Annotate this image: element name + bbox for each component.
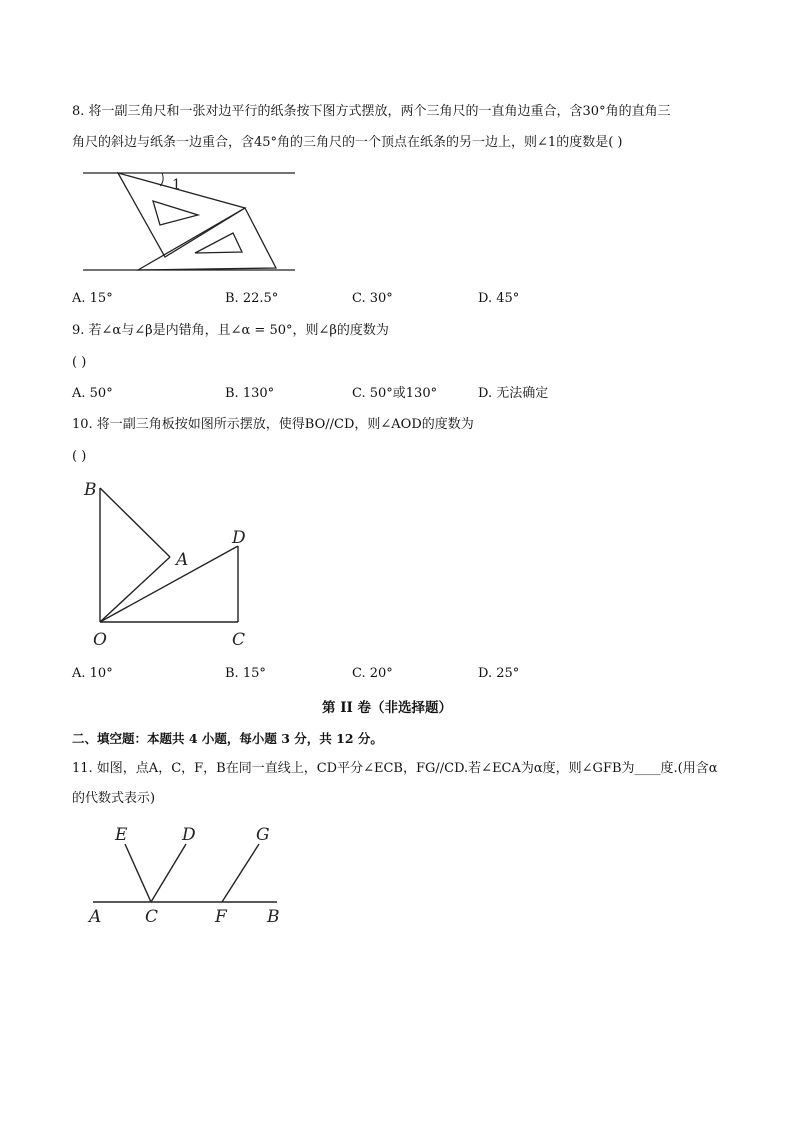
q9-text: 9. 若∠α与∠β是内错角，且∠α = 50°，则∠β的度数为 [72, 323, 389, 338]
q8-option-c[interactable]: C. 30° [352, 291, 393, 306]
q10-text: 10. 将一副三角板按如图所示摆放，使得BO//CD，则∠AOD的度数为 [72, 417, 474, 432]
q8-option-d[interactable]: D. 45° [478, 291, 520, 306]
q8-figure [80, 165, 310, 275]
q10-label-b: B [84, 480, 97, 500]
q11-label-a: A [89, 907, 102, 927]
q8-text-line1: 8. 将一副三角尺和一张对边平行的纸条按下图方式摆放，两个三角尺的一直角边重合，含30°角的直角三 [72, 104, 671, 119]
q10-label-o: O [93, 630, 107, 650]
q10-label-d: D [232, 528, 246, 548]
q10-label-a: A [176, 550, 189, 570]
q10-option-b[interactable]: B. 15° [225, 666, 266, 681]
q11-label-d: D [182, 825, 196, 845]
q11-label-e: E [115, 825, 128, 845]
q11-label-c: C [145, 907, 159, 927]
q11-text-line1: 11. 如图，点A，C，F，B在同一直线上，CD平分∠ECB，FG//CD.若∠ECA为α度，则∠GFB为____度.(用含α [72, 761, 718, 776]
q10-option-d[interactable]: D. 25° [478, 666, 520, 681]
q9-paren: ( ) [72, 355, 87, 370]
q10-option-c[interactable]: C. 20° [352, 666, 393, 681]
q10-option-a[interactable]: A. 10° [72, 666, 113, 681]
q8-option-a[interactable]: A. 15° [72, 291, 113, 306]
q11-figure [85, 822, 305, 932]
q10-figure [80, 478, 280, 658]
q10-label-c: C [232, 630, 246, 650]
q9-option-d[interactable]: D. 无法确定 [478, 386, 549, 401]
q11-label-f: F [215, 907, 227, 927]
q8-option-b[interactable]: B. 22.5° [225, 291, 279, 306]
q9-option-c[interactable]: C. 50°或130° [352, 386, 438, 401]
q9-option-a[interactable]: A. 50° [72, 386, 113, 401]
q8-angle-label: 1 [172, 177, 181, 193]
q11-label-g: G [256, 825, 270, 845]
q9-option-b[interactable]: B. 130° [225, 386, 275, 401]
q11-label-b: B [267, 907, 280, 927]
q10-paren: ( ) [72, 449, 87, 464]
q11-text-line2: 的代数式表示) [72, 791, 156, 806]
section-fill-in-blank: 二、填空题：本题共 4 小题，每小题 3 分，共 12 分。 [72, 731, 383, 746]
part2-title: 第 II 卷（非选择题） [322, 700, 453, 716]
q8-text-line2: 角尺的斜边与纸条一边重合，含45°角的三角尺的一个顶点在纸条的另一边上，则∠1的度数是( ) [72, 135, 623, 150]
